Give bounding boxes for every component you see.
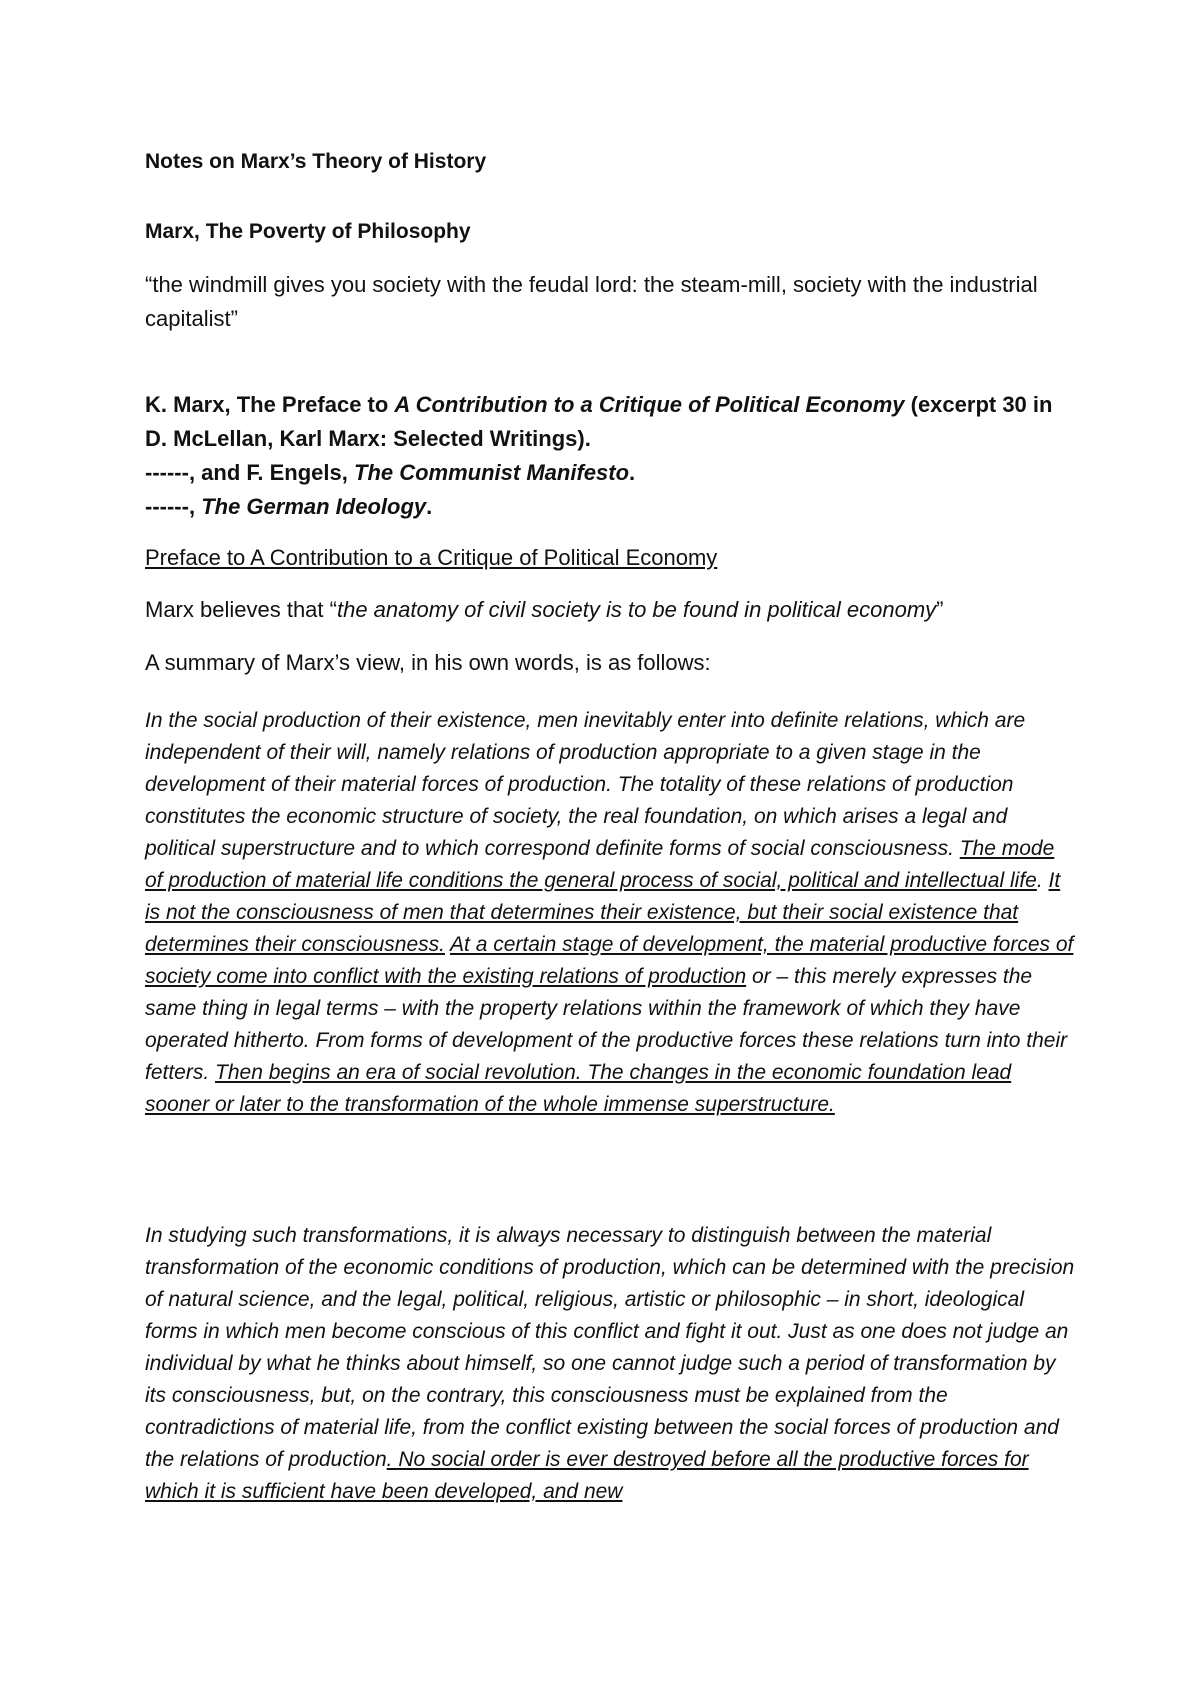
source-heading: Marx, The Poverty of Philosophy <box>145 220 471 243</box>
reference-item: ------, and F. Engels, The Communist Manifesto. <box>145 460 636 485</box>
reference-item: K. Marx, The Preface to A Contribution to a Critique of Political Economy (excerpt 30 in D. McLellan, Karl Marx: Selected Writings). <box>145 392 1053 451</box>
quoted-paragraph: In studying such transformations, it is always necessary to distinguish between the material transformation of the economic conditions of production, which can be determined with the precision of natural science, and the legal, political, religious, artistic or philosophic – in short, ideological forms in which men become conscious of this conflict and fight it out. Just as one does not judge an individual by what he thinks about himself, so one cannot judge such a period of transformation by its consciousness, but, on the contrary, this consciousness must be explained from the contradictions of material life, from the conflict existing between the social forces of production and the relations of production. No social order is ever destroyed before all the productive forces for which it is sufficient have been developed, and new <box>145 1224 1075 1503</box>
reference-list <box>145 388 1075 524</box>
section-heading: Preface to A Contribution to a Critique of Political Economy <box>145 545 718 570</box>
document-title: Notes on Marx’s Theory of History <box>145 150 487 173</box>
summary-line: A summary of Marx’s view, in his own words, is as follows: <box>145 650 711 675</box>
opening-quote: “the windmill gives you society with the feudal lord: the steam-mill, society with the industrial capitalist” <box>145 272 1038 331</box>
reference-item: ------, The German Ideology. <box>145 494 433 519</box>
underlined-passage: Then begins an era of social revolution. The changes in the economic foundation lead sooner or later to the transformation of the whole immense superstructure. <box>145 1061 1012 1116</box>
underlined-passage: . No social order is ever destroyed before all the productive forces for which it is sufficient have been developed, and new <box>145 1448 1029 1503</box>
belief-line: Marx believes that “the anatomy of civil society is to be found in political economy” <box>145 597 944 622</box>
underlined-passage: At a certain stage of development, the material productive forces of society come into conflict with the existing relations of production <box>145 933 1074 988</box>
underlined-passage: The mode of production of material life conditions the general process of social, political and intellectual life <box>145 837 1055 892</box>
quoted-paragraph: In the social production of their existence, men inevitably enter into definite relations, which are independent of their will, namely relations of production appropriate to a given stage in the development of their material forces of production. The totality of these relations of production constitutes the economic structure of society, the real foundation, on which arises a legal and political superstructure and to which correspond definite forms of social consciousness. The mode of production of material life conditions the general process of social, political and intellectual life. It is not the consciousness of men that determines their existence, but their social existence that determines their consciousness. At a certain stage of development, the material productive forces of society come into conflict with the existing relations of production or – this merely expresses the same thing in legal terms – with the property relations within the framework of which they have operated hitherto. From forms of development of the productive forces these relations turn into their fetters. Then begins an era of social revolution. The changes in the economic foundation lead sooner or later to the transformation of the whole immense superstructure. <box>145 709 1074 1116</box>
underlined-passage: It is not the consciousness of men that determines their existence, but their social existence that determines their consciousness. <box>145 869 1061 956</box>
